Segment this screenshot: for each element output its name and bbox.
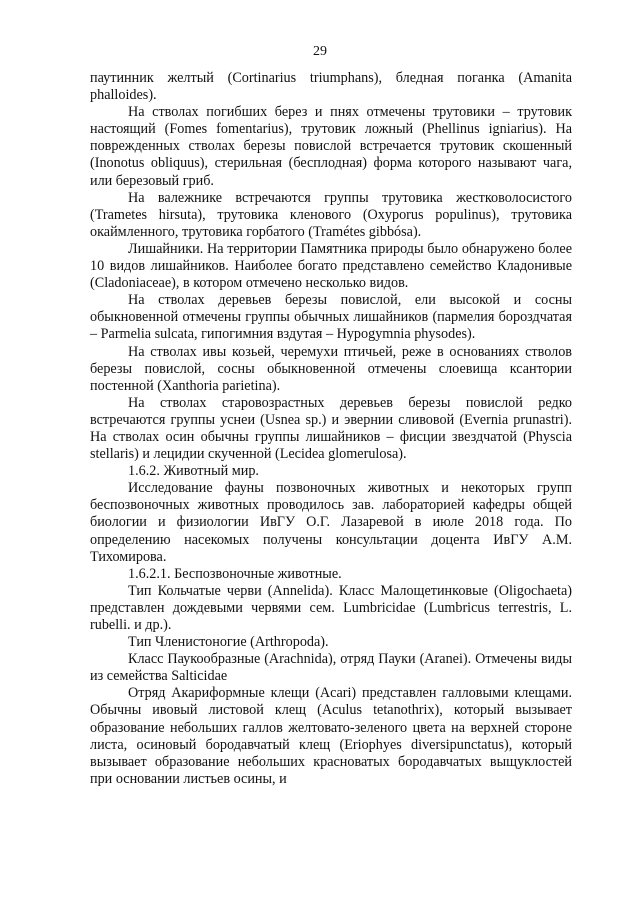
body-text (90, 70, 572, 788)
paragraph-lichens-willow: На стволах ивы козьей, черемухи птичьей, реже в основаниях стволов березы повислой, сосны обыкновенной отмечены слоевища ксантории постенной (Xanthoria parietina). (90, 343, 572, 394)
paragraph-deadwood: На валежнике встречаются группы трутовика жестковолосистого (Trametes hirsuta), трутовика кленового (Oxyporus populinus), трутовика окаймленного, трутовика горбатого (Tramétes gibbósa). (90, 189, 572, 240)
paragraph-arachnida: Класс Паукообразные (Arachnida), отряд Пауки (Aranei). Отмечены виды из семейства Salticidae (90, 651, 572, 685)
paragraph-annelida: Тип Кольчатые черви (Annelida). Класс Малощетинковые (Oligochaeta) представлен дождевыми червями сем. Lumbricidae (Lumbricus terrestris, L. rubelli. и др.). (90, 582, 572, 633)
paragraph-polypores: На стволах погибших берез и пнях отмечены трутовики – трутовик настоящий (Fomes fomentarius), трутовик ложный (Phellinus igniarius). На поврежденных стволах березы повислой встречается трутовик скошенный (Inonotus obliquus), стерильная (бесплодная) форма которого называют чага, или березовый гриб. (90, 104, 572, 189)
paragraph-fauna-study: Исследование фауны позвоночных животных и некоторых групп беспозвоночных животных проводилось зав. лабораторией кафедры общей биологии и физиологии ИвГУ О.Г. Лазаревой в июле 2018 года. По определению насекомых получены консультации доцента ИвГУ А.М. Тихомирова. (90, 480, 572, 565)
paragraph-arthropoda: Тип Членистоногие (Arthropoda). (128, 634, 329, 651)
section-heading-fauna: 1.6.2. Животный мир. (128, 463, 259, 480)
section-heading-invertebrates: 1.6.2.1. Беспозвоночные животные. (128, 565, 342, 582)
paragraph-acari: Отряд Акариформные клещи (Acari) представлен галловыми клещами. Обычны ивовый листовой клещ (Aculus tetanothrix), который вызывает образование небольших галлов желтовато-зеленого цвета на верхней стороне листа, осиновый бородавчатый клещ (Eriophyes diversipunctatus), который вызывает образование небольших красноватых бородавчатых выщуклостей при основании листьев осины, и (90, 685, 572, 787)
page-number: 29 (313, 44, 327, 59)
paragraph-lichens-birch-spruce: На стволах деревьев березы повислой, ели высокой и сосны обыкновенной отмечены группы обычных лишайников (пармелия бороздчатая – Parmelia sulcata, гипогимния вздутая – Hypogymnia physodes). (90, 292, 572, 343)
paragraph-lichens-old-trees: На стволах старовозрастных деревьев березы повислой редко встречаются группы уснеи (Usnea sp.) и эвернии сливовой (Evernia prunastri). На стволах осин обычны группы лишайников – фисции звездчатой (Physcia stellaris) и лецидии скученной (Lecidea glomerulosa). (90, 394, 572, 463)
paragraph-fungi-end: паутинник желтый (Cortinarius triumphans), бледная поганка (Amanita phalloides). (90, 70, 572, 104)
paragraph-lichens-intro: Лишайники. На территории Памятника природы было обнаружено более 10 видов лишайников. Наиболее богато представлено семейство Кладонивые (Cladoniaceae), в котором отмечено несколько видов. (90, 240, 572, 292)
